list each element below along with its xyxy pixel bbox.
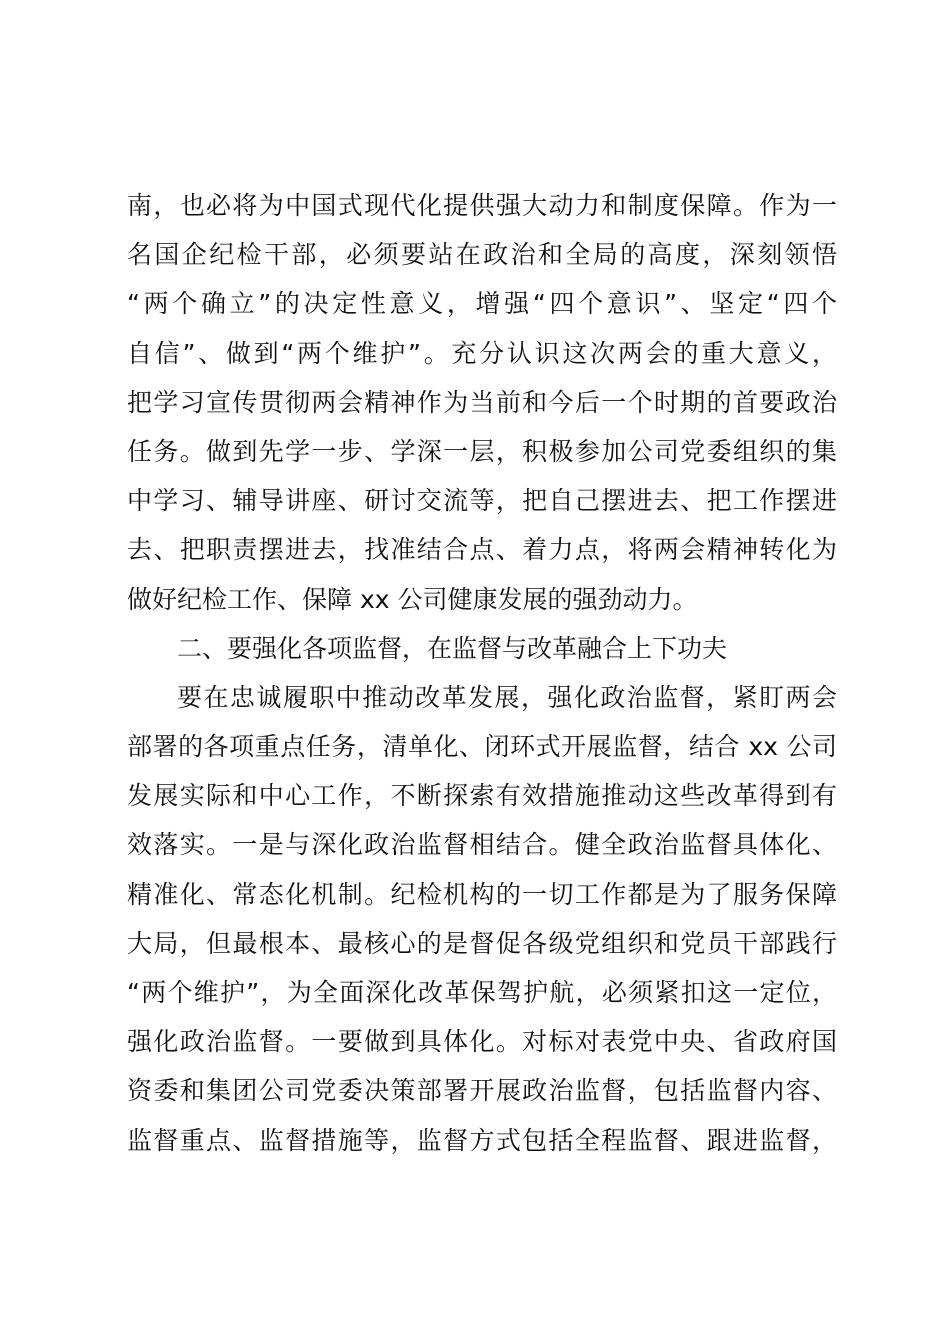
text-line: 二、要强化各项监督，在监督与改革融合上下功夫	[177, 633, 728, 663]
text-line: 资委和集团公司党委决策部署开展政治监督，包括监督内容、	[127, 1076, 837, 1106]
text-line: 精准化、常态化机制。纪检机构的一切工作都是为了服务保障	[127, 879, 837, 909]
text-line: 监督重点、监督措施等，监督方式包括全程监督、跟进监督，	[127, 1125, 837, 1155]
text-line: 名国企纪检干部，必须要站在政治和全局的高度，深刻领悟	[127, 240, 837, 270]
text-line: “两个确立”的决定性意义，增强“四个意识”、坚定“四个	[127, 289, 837, 319]
text-line: 去、把职责摆进去，找准结合点、着力点，将两会精神转化为	[127, 535, 837, 565]
text-line: 南，也必将为中国式现代化提供强大动力和制度保障。作为一	[127, 191, 837, 220]
text-line: 把学习宣传贯彻两会精神作为当前和今后一个时期的首要政治	[127, 387, 837, 417]
text-line: 效落实。一是与深化政治监督相结合。健全政治监督具体化、	[127, 830, 837, 860]
text-line: 强化政治监督。一要做到具体化。对标对表党中央、省政府国	[127, 1027, 837, 1057]
text-line: 发展实际和中心工作，不断探索有效措施推动这些改革得到有	[127, 781, 837, 811]
text-line: 部署的各项重点任务，清单化、闭环式开展监督，结合 xx 公司	[127, 732, 837, 762]
text-line: 中学习、辅导讲座、研讨交流等，把自己摆进去、把工作摆进	[127, 486, 837, 516]
text-line: “两个维护”，为全面深化改革保驾护航，必须紧扣这一定位，	[127, 978, 837, 1007]
text-line: 自信”、做到“两个维护”。充分认识这次两会的重大意义，	[127, 338, 837, 368]
document-body	[127, 181, 837, 1165]
text-line: 要在忠诚履职中推动改革发展，强化政治监督，紧盯两会	[177, 682, 837, 712]
text-line: 做好纪检工作、保障 xx 公司健康发展的强劲动力。	[127, 584, 698, 614]
text-line: 任务。做到先学一步、学深一层，积极参加公司党委组织的集	[127, 436, 837, 466]
text-line: 大局，但最根本、最核心的是督促各级党组织和党员干部践行	[127, 928, 837, 958]
